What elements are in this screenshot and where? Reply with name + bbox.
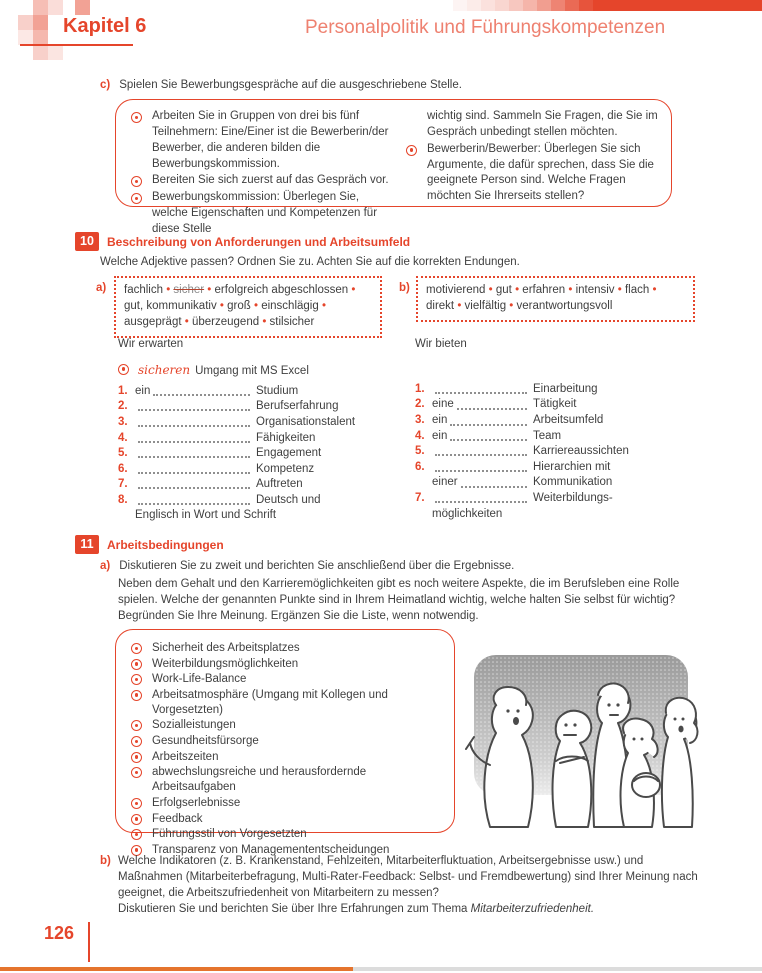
fill-in-row: [415, 491, 697, 522]
bullet-target-icon: [131, 720, 142, 731]
fill-in-blank[interactable]: [461, 486, 527, 488]
work-condition-text: Weiterbildungsmöglichkeiten: [152, 657, 299, 670]
separator: •: [163, 284, 174, 296]
task-11b-discussion: Diskutieren Sie und berichten Sie über Ihre Erfahrungen zum Thema Mitarbeiterzufriedenheit.: [118, 902, 595, 915]
fill-in-blank[interactable]: [138, 425, 250, 427]
adjective-word: flach: [624, 284, 650, 296]
fill-in-blank[interactable]: [435, 501, 527, 503]
row-label: Weiterbildungs-: [533, 492, 613, 505]
adjective-token: [496, 284, 522, 296]
bullet-target-icon: [131, 643, 142, 654]
row-prefix: ein: [432, 429, 448, 442]
fill-in-row: [118, 477, 390, 493]
instruction-text: wichtig sind. Sammeln Sie Fragen, die Sie im Gespräch unbedingt stellen möchten.: [427, 110, 658, 138]
row-prefix: ein: [135, 384, 151, 397]
adjective-token: [124, 284, 173, 296]
adjective-word: sicher: [173, 284, 205, 296]
adjective-token: [173, 284, 214, 296]
adjective-word: gut: [495, 284, 512, 296]
row-continuation: möglichkeiten: [432, 507, 503, 520]
row-label: Team: [533, 429, 562, 442]
adjective-word: gut: [124, 299, 140, 312]
task-11b-label: b): [100, 855, 111, 867]
row-number: 5.: [415, 445, 425, 458]
row-number: 3.: [118, 415, 128, 428]
work-condition-text: Erfolgserlebnisse: [152, 796, 241, 809]
bullet-target-icon: [131, 752, 142, 763]
task-c-instruction-box: [115, 99, 672, 236]
bullet-target-icon: [131, 767, 142, 778]
adjective-word: erfolgreich abgeschlossen: [214, 284, 349, 296]
bullet-target-icon: [131, 798, 142, 809]
row-number: 6.: [118, 462, 128, 475]
row-number: 1.: [415, 382, 425, 395]
adjective-word: erfahren: [522, 284, 566, 296]
task-11a-label: a): [100, 560, 111, 572]
row-number: 4.: [415, 429, 425, 442]
work-condition-item: [130, 657, 446, 672]
work-condition-text: Sozialleistungen: [152, 719, 236, 732]
work-condition-text: Feedback: [152, 812, 203, 825]
adjective-word: einschlägig: [261, 299, 319, 312]
instruction-item: [405, 142, 659, 205]
adjective-box-b: [416, 276, 695, 322]
fill-in-row: [415, 444, 697, 460]
task-10-title: Beschreibung von Anforderungen und Arbeitsumfeld: [107, 235, 411, 249]
bullet-target-icon: [131, 814, 142, 825]
work-condition-text: Gesundheitsfürsorge: [152, 735, 259, 748]
task-10-number-badge: 10: [75, 232, 99, 251]
separator: •: [485, 284, 496, 296]
row-number: 2.: [415, 398, 425, 411]
adjective-word: stilsicher: [269, 315, 315, 328]
work-condition-item: [130, 812, 446, 827]
separator: ,: [140, 299, 147, 312]
instruction-item: [130, 173, 392, 189]
fill-in-row: [118, 399, 390, 415]
box-b-label: b): [399, 282, 410, 294]
task-11a-intro: [100, 559, 514, 575]
fill-in-blank[interactable]: [138, 441, 250, 443]
work-condition-item: [130, 827, 446, 842]
page-number: 126: [44, 923, 75, 943]
adjective-token: [517, 300, 613, 312]
fill-in-blank[interactable]: [435, 392, 527, 394]
row-number: 8.: [118, 493, 128, 506]
footer-bar-gray: [353, 967, 762, 971]
adjective-word: ausgeprägt: [124, 315, 182, 328]
row-label: Hierarchien mit: [533, 460, 611, 473]
adjective-word: motivierend: [426, 284, 486, 296]
task-11a-paragraph: Neben dem Gehalt und den Karrieremöglichkeiten gibt es noch weitere Aspekte, die im Berufsleben eine Rolle spielen. Welche der genannten Punkte sind in Ihrem Heimatland wichtig, welche halten Sie selbst für wichtig? Begründen Sie Ihre Meinung. Ergänzen Sie die Liste, wenn notwendig.: [118, 578, 680, 622]
adjective-token: [625, 284, 657, 296]
row-label: Kommunikation: [533, 476, 613, 489]
fill-in-blank[interactable]: [153, 394, 250, 396]
adjective-token: [261, 300, 326, 312]
work-condition-text: Arbeitsatmosphäre (Umgang mit Kollegen und Vorgesetzten): [152, 688, 388, 716]
adjective-token: [522, 284, 575, 296]
adjective-token: [227, 300, 261, 312]
footer-bar-orange: [0, 967, 353, 971]
row-label: Einarbeitung: [533, 382, 598, 395]
fill-in-blank[interactable]: [138, 456, 250, 458]
bullet-target-icon: [131, 736, 142, 747]
example-text: Umgang mit MS Excel: [195, 364, 309, 377]
wir-bieten-block: [415, 337, 697, 522]
row-label: Engagement: [256, 447, 322, 460]
row-label: Organisationstalent: [256, 415, 356, 428]
work-conditions-box: [115, 629, 455, 856]
separator: •: [204, 284, 215, 296]
row-label: Deutsch und: [256, 493, 321, 506]
work-condition-text: abwechslungsreiche und herausfordernde Arbeitsaufgaben: [152, 766, 367, 794]
example-line: [118, 362, 390, 380]
bullet-target-icon: [131, 112, 142, 123]
adjective-token: [146, 300, 227, 312]
work-condition-text: Führungsstil von Vorgesetzten: [152, 828, 307, 841]
fill-in-blank[interactable]: [450, 439, 527, 441]
fill-in-row: [415, 429, 697, 445]
separator: •: [649, 284, 657, 296]
fill-in-row: [415, 397, 697, 413]
fill-in-blank[interactable]: [457, 408, 527, 410]
row-prefix: ein: [432, 414, 448, 427]
task-11a-intro-text: Diskutieren Sie zu zweit und berichten Sie anschließend über die Ergebnisse.: [119, 560, 515, 572]
task-c-intro: [100, 78, 462, 94]
wir-erwarten-block: [118, 337, 390, 524]
fill-in-row: [415, 382, 697, 398]
adjective-word: verantwortungsvoll: [516, 299, 613, 312]
instruction-text: Bereiten Sie sich zuerst auf das Gespräch vor.: [152, 174, 389, 187]
row-label: Auftreten: [256, 478, 303, 491]
people-discussion-illustration: [460, 645, 702, 845]
separator: •: [318, 299, 326, 312]
example-answer-handwritten: sicheren: [138, 362, 191, 377]
task-11-title: Arbeitsbedingungen: [107, 538, 224, 552]
separator: •: [348, 284, 356, 296]
fill-in-row: [118, 384, 390, 400]
row-label: Karriereaussichten: [533, 445, 629, 458]
adjective-word: intensiv: [575, 284, 615, 296]
bullet-target-icon: [131, 690, 142, 701]
footer-divider-line: [88, 922, 90, 962]
task-c-intro-text: Spielen Sie Bewerbungsgespräche auf die ausgeschriebene Stelle.: [119, 79, 462, 91]
work-condition-item: [130, 765, 446, 795]
fill-in-blank[interactable]: [435, 470, 527, 472]
row-number: 7.: [415, 492, 425, 505]
fill-in-row: [118, 446, 390, 462]
work-condition-item: [130, 750, 446, 765]
fill-in-blank[interactable]: [138, 409, 250, 411]
adjective-word: kommunikativ: [146, 299, 217, 312]
adjective-word: groß: [227, 299, 251, 312]
row-label: Tätigkeit: [533, 398, 577, 411]
fill-in-row: [415, 413, 697, 429]
work-condition-text: Work-Life-Balance: [152, 673, 247, 686]
work-condition-item: [130, 796, 446, 811]
row-label: Arbeitsumfeld: [533, 414, 604, 427]
instruction-item: [130, 190, 392, 238]
instruction-column-left: [130, 109, 392, 236]
fill-in-blank[interactable]: [435, 454, 527, 456]
adjective-token: [576, 284, 625, 296]
adjective-token: [124, 300, 146, 312]
adjective-token: [465, 300, 517, 312]
fill-in-row: [118, 431, 390, 447]
bullet-target-icon: [131, 674, 142, 685]
bullet-target-icon: [131, 176, 142, 187]
adjective-token: [426, 284, 496, 296]
separator: •: [506, 299, 517, 312]
adjective-token: [192, 316, 270, 328]
erwarten-rows: [118, 384, 390, 524]
bullet-target-icon: [118, 364, 129, 375]
work-condition-text: Sicherheit des Arbeitsplatzes: [152, 642, 300, 654]
fill-in-blank[interactable]: [450, 424, 527, 426]
work-condition-text: Arbeitszeiten: [152, 750, 219, 763]
row-label: Berufserfahrung: [256, 400, 339, 413]
row-number: 7.: [118, 478, 128, 491]
adjective-token: [215, 284, 356, 296]
italic-term: Mitarbeiterzufriedenheit.: [470, 902, 595, 915]
row-number: 2.: [118, 400, 128, 413]
fill-in-row: [415, 475, 697, 491]
row-number: 3.: [415, 414, 425, 427]
separator: •: [259, 315, 270, 328]
row-number: 5.: [118, 447, 128, 460]
instruction-item: [130, 109, 392, 172]
task-10-subtitle: Welche Adjektive passen? Ordnen Sie zu. Achten Sie auf die korrekten Endungen.: [100, 256, 520, 268]
row-number: 6.: [415, 460, 425, 473]
separator: •: [511, 284, 523, 296]
adjective-word: direkt: [426, 299, 455, 312]
instruction-text: Bewerberin/Bewerber: Überlegen Sie sich Argumente, die dafür sprechen, dass Sie die geeignete Person sind. Welche Fragen möchten Sie Ihrerseits stellen?: [427, 142, 654, 203]
adjective-token: [270, 316, 315, 328]
wir-bieten-heading: Wir bieten: [415, 338, 467, 350]
instruction-text: Arbeiten Sie in Gruppen von drei bis fünf Teilnehmern: Eine/Einer ist die Bewerberin/der Bewerber, die anderen bilden die Bewerbungskommission.: [152, 110, 389, 170]
fill-in-row: [118, 415, 390, 431]
task-11b-question: Welche Indikatoren (z. B. Krankenstand, Fehlzeiten, Mitarbeiterfluktuation, Arbeitsergebnisse usw.) und Maßnahmen (Mitarbeiterbefragung, Multi-Rater-Feedback: Selbst- und Fremdbewertung) sind Ihrer Meinung nach geeignet, die Arbeitszufriedenheit von Mitarbeitern zu messen?: [118, 855, 698, 899]
adjective-word: überzeugend: [191, 315, 260, 328]
separator: •: [565, 284, 576, 296]
instruction-item: [405, 109, 659, 141]
fill-in-row: [415, 460, 697, 476]
instruction-column-right: [405, 109, 659, 203]
bullet-target-icon: [131, 193, 142, 204]
fill-in-blank[interactable]: [138, 487, 250, 489]
row-number: 4.: [118, 431, 128, 444]
separator: •: [181, 315, 192, 328]
work-condition-item: [130, 688, 446, 718]
fill-in-row: [118, 462, 390, 478]
row-number: 1.: [118, 384, 128, 397]
task-11b-paragraph: [100, 854, 700, 917]
bullet-target-icon: [406, 145, 417, 156]
bieten-rows: [415, 382, 697, 522]
adjective-word: fachlich: [124, 284, 163, 296]
wir-erwarten-heading: Wir erwarten: [118, 338, 184, 350]
adjective-token: [426, 300, 465, 312]
task-c-label: c): [100, 79, 111, 91]
top-bar-decoration: [453, 0, 762, 11]
adjective-token: [124, 316, 192, 328]
adjective-box-a: [114, 276, 382, 338]
box-a-label: a): [96, 282, 107, 294]
work-condition-item: [130, 641, 446, 656]
work-condition-item: [130, 672, 446, 687]
instruction-text: Bewerbungskommission: Überlegen Sie, welche Eigenschaften und Kompetenzen für diese Stelle: [152, 191, 378, 236]
row-continuation: Englisch in Wort und Schrift: [135, 509, 277, 522]
task-11-number-badge: 11: [75, 535, 99, 554]
bullet-target-icon: [131, 659, 142, 670]
separator: •: [454, 299, 465, 312]
row-prefix: einer: [432, 476, 458, 489]
fill-in-blank[interactable]: [138, 472, 250, 474]
adjective-word: vielfältig: [464, 299, 507, 312]
row-label: Fähigkeiten: [256, 431, 316, 444]
page-title: Personalpolitik und Führungskompetenzen: [305, 17, 666, 38]
separator: •: [216, 299, 228, 312]
task-11b-text: [118, 854, 700, 917]
row-label: Kompetenz: [256, 462, 315, 475]
work-condition-text: Transparenz von Managemententscheidungen: [152, 843, 390, 856]
row-label: Studium: [256, 384, 299, 397]
bullet-target-icon: [131, 829, 142, 840]
separator: •: [250, 299, 262, 312]
work-condition-item: [130, 734, 446, 749]
chapter-heading: Kapitel 6: [63, 15, 147, 37]
separator: •: [614, 284, 625, 296]
row-prefix: eine: [432, 398, 454, 411]
fill-in-blank[interactable]: [138, 503, 250, 505]
fill-in-row: [118, 493, 390, 524]
work-condition-item: [130, 718, 446, 733]
chapter-underline: [20, 44, 133, 46]
